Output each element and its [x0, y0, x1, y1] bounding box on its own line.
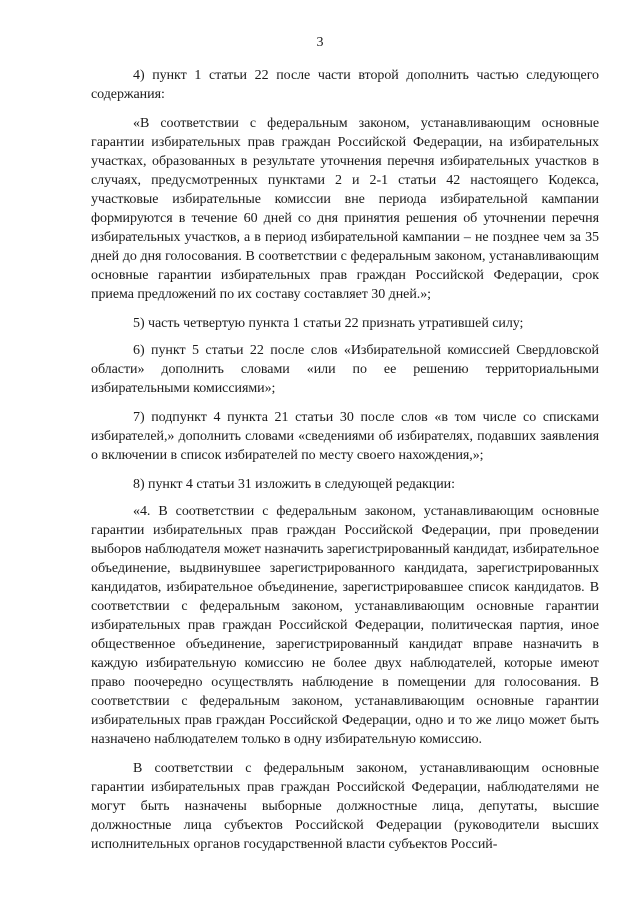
page-number: 3 — [316, 35, 324, 50]
paragraph-item-6: 6) пункт 5 статьи 22 после слов «Избирательной комиссией Свердловской области» дополнить словами «или по ее решению территориальными избирательными комиссиями»; — [91, 343, 599, 396]
paragraph-item-4: 4) пункт 1 статьи 22 после части второй дополнить частью следующего содержания: — [91, 68, 599, 102]
paragraph-item-4-quote: «В соответствии с федеральным законом, устанавливающим основные гарантии избирательных прав граждан Российской Федерации, на избирательных участках, образованных в результате уточнения перечня избирательных участков в случаях, предусмотренных пунктами 2 и 2-1 статьи 42 настоящего Кодекса, участковые избирательные комиссии вне периода избирательной кампании формируются в течение 60 дней со дня принятия решения об уточнении перечня избирательных участков, а в период избирательной кампании – не позднее чем за 35 дней до дня голосования. В соответствии с федеральным законом, устанавливающим основные гарантии избирательных прав граждан Российской Федерации, срок приема предложений по их составу составляет 30 дней.»; — [91, 116, 599, 302]
paragraph-item-8-quote: «4. В соответствии с федеральным законом, устанавливающим основные гарантии избирательных прав граждан Российской Федерации, при проведении выборов наблюдателя может назначить зарегистрированный кандидат, избирательное объединение, выдвинувшее зарегистрированного кандидата, зарегистрированных кандидатов, избирательное объединение, зарегистрировавшее список кандидатов. В соответствии с федеральным законом, устанавливающим основные гарантии избирательных прав граждан Российской Федерации, политическая партия, иное общественное объединение, зарегистрированный кандидат вправе назначить в каждую избирательную комиссию не более двух наблюдателей, которые имеют право поочередно осуществлять наблюдение в помещении для голосования. В соответствии с федеральным законом, устанавливающим основные гарантии избирательных прав граждан Российской Федерации, одно и то же лицо может быть назначено наблюдателем только в одну избирательную комиссию. — [91, 504, 599, 747]
paragraph-item-7: 7) подпункт 4 пункта 21 статьи 30 после слов «в том числе со списками избирателей,» дополнить словами «сведениями об избирателях, подавших заявления о включении в список избирателей по месту своего нахождения,»; — [91, 410, 599, 463]
paragraph-item-8: 8) пункт 4 статьи 31 изложить в следующей редакции: — [133, 477, 455, 492]
paragraph-item-5: 5) часть четвертую пункта 1 статьи 22 признать утратившей силу; — [133, 316, 524, 331]
paragraph-observers-restriction: В соответствии с федеральным законом, устанавливающим основные гарантии избирательных прав граждан Российской Федерации, наблюдателями не могут быть назначены выборные должностные лица, депутаты, высшие должностные лица субъектов Российской Федерации (руководители высших исполнительных органов государственной власти субъектов Россий- — [91, 761, 599, 852]
document-body — [91, 66, 599, 864]
